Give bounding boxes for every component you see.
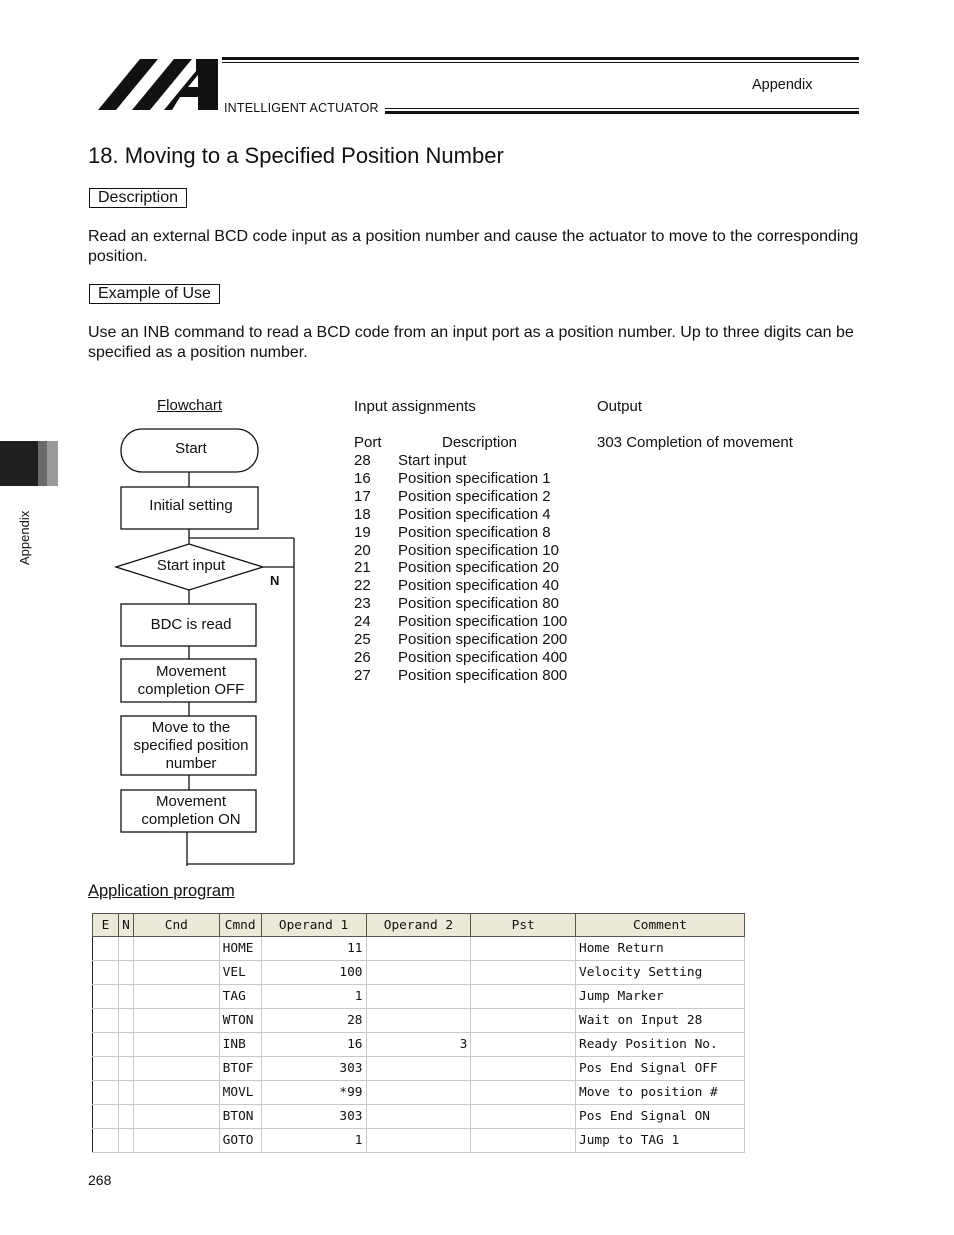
program-grid	[92, 913, 745, 1153]
table-row[interactable]	[93, 1033, 745, 1057]
description-text: Read an external BCD code input as a position number and cause the actuator to move to the corresponding position.	[88, 228, 859, 265]
cell-col-cnd[interactable]	[133, 1009, 219, 1033]
cell-col-comment[interactable]: Pos End Signal OFF	[576, 1057, 745, 1081]
cell-col-operand1[interactable]: 1	[261, 985, 366, 1009]
iai-logo	[96, 57, 220, 111]
flowchart-initial-text: Initial setting	[149, 497, 233, 514]
cell-col-e[interactable]	[93, 1057, 119, 1081]
cell-col-n[interactable]	[118, 1129, 133, 1153]
cell-col-operand1[interactable]: 303	[261, 1105, 366, 1129]
cell-col-pst[interactable]	[471, 1129, 576, 1153]
cell-col-e[interactable]	[93, 1081, 119, 1105]
cell-col-pst[interactable]	[471, 1105, 576, 1129]
cell-col-pst[interactable]	[471, 961, 576, 985]
flowchart-decision-text: Start input	[156, 557, 226, 574]
header-col-pst[interactable]: Pst	[471, 914, 576, 937]
flowchart-mc-on-text-2: completion ON	[141, 811, 241, 828]
side-tab-marker	[0, 441, 58, 486]
flowchart-mc-on-text-1: Movement	[155, 793, 227, 810]
input-description: Position specification 1	[398, 469, 551, 487]
input-port: 24	[354, 613, 371, 631]
cell-col-operand2[interactable]	[366, 1129, 471, 1153]
inputs-col-desc: Description	[442, 434, 518, 451]
cell-col-e[interactable]	[93, 1129, 119, 1153]
header-rule-top-thin	[222, 62, 859, 63]
cell-col-n[interactable]	[118, 1105, 133, 1129]
cell-col-comment[interactable]: Pos End Signal ON	[576, 1105, 745, 1129]
table-row[interactable]	[93, 1057, 745, 1081]
input-description: Position specification 4	[398, 505, 551, 523]
flowchart-bdc-text: BDC is read	[150, 616, 232, 633]
cell-col-operand2[interactable]	[366, 1081, 471, 1105]
input-port: 22	[354, 577, 371, 595]
header-rule-bottom	[385, 108, 859, 109]
header-col-comment[interactable]: Comment	[576, 914, 745, 937]
page-title: 18. Moving to a Specified Position Number	[88, 143, 504, 168]
cell-col-e[interactable]	[93, 1105, 119, 1129]
cell-col-n[interactable]	[118, 1033, 133, 1057]
inputs-col-port: Port	[354, 434, 382, 451]
cell-col-e[interactable]	[93, 961, 119, 985]
cell-col-cnd[interactable]	[133, 1081, 219, 1105]
cell-col-comment[interactable]: Move to position #	[576, 1081, 745, 1105]
header-col-cmnd[interactable]: Cmnd	[219, 914, 261, 937]
flowchart-move-text-1: Move to the	[151, 719, 231, 736]
output-row: 303 Completion of movement	[597, 434, 793, 451]
flowchart-no-label: N	[270, 573, 280, 588]
cell-col-e[interactable]	[93, 1009, 119, 1033]
input-port: 17	[354, 487, 371, 505]
cell-col-cnd[interactable]	[133, 1105, 219, 1129]
input-port: 25	[354, 631, 371, 648]
cell-col-comment[interactable]: Home Return	[576, 937, 745, 961]
table-row[interactable]	[93, 937, 745, 961]
cell-col-comment[interactable]: Ready Position No.	[576, 1033, 745, 1057]
cell-col-cmnd[interactable]: BTOF	[219, 1057, 261, 1081]
description-label: Description	[89, 188, 187, 208]
header-col-operand2[interactable]: Operand 2	[366, 914, 471, 937]
cell-col-cmnd[interactable]: INB	[219, 1033, 261, 1057]
header-section: Appendix	[752, 77, 813, 93]
cell-col-operand2[interactable]: 3	[366, 1033, 471, 1057]
input-description: Position specification 10	[398, 541, 559, 559]
flowchart-move-text-3: number	[165, 755, 217, 772]
table-row[interactable]	[93, 1009, 745, 1033]
table-row[interactable]	[93, 961, 745, 985]
input-port: 18	[354, 505, 371, 523]
cell-col-pst[interactable]	[471, 1081, 576, 1105]
input-description: Position specification 2	[398, 487, 551, 505]
cell-col-operand2[interactable]	[366, 1105, 471, 1129]
cell-col-operand2[interactable]	[366, 985, 471, 1009]
flowchart-start-text: Start	[175, 440, 207, 457]
cell-col-cmnd[interactable]: MOVL	[219, 1081, 261, 1105]
input-port: 21	[354, 559, 371, 577]
input-description: Position specification 800	[398, 666, 568, 684]
cell-col-comment[interactable]: Jump Marker	[576, 985, 745, 1009]
header-col-n[interactable]: N	[118, 914, 133, 937]
input-port: 28	[354, 452, 371, 469]
input-description: Position specification 40	[398, 577, 559, 595]
input-port: 19	[354, 523, 371, 541]
cell-col-cnd[interactable]	[133, 1033, 219, 1057]
input-port: 26	[354, 648, 371, 666]
cell-col-pst[interactable]	[471, 937, 576, 961]
cell-col-pst[interactable]	[471, 1033, 576, 1057]
cell-col-operand1[interactable]: 100	[261, 961, 366, 985]
cell-col-cnd[interactable]	[133, 985, 219, 1009]
cell-col-pst[interactable]	[471, 1009, 576, 1033]
header-rule-top	[222, 57, 859, 60]
page-number: 268	[88, 1172, 112, 1188]
cell-col-pst[interactable]	[471, 985, 576, 1009]
program-header-row	[93, 914, 745, 937]
cell-col-n[interactable]	[118, 1057, 133, 1081]
input-port: 23	[354, 595, 371, 613]
cell-col-operand1[interactable]: 16	[261, 1033, 366, 1057]
input-description: Position specification 400	[398, 648, 568, 666]
program-table	[92, 913, 745, 1153]
output-title: Output	[597, 398, 643, 415]
cell-col-cmnd[interactable]: BTON	[219, 1105, 261, 1129]
cell-col-n[interactable]	[118, 1009, 133, 1033]
cell-col-operand2[interactable]	[366, 1057, 471, 1081]
cell-col-n[interactable]	[118, 937, 133, 961]
cell-col-n[interactable]	[118, 961, 133, 985]
table-row[interactable]	[93, 985, 745, 1009]
brand-name: INTELLIGENT ACTUATOR	[224, 101, 379, 115]
input-port: 20	[354, 541, 371, 559]
cell-col-cmnd[interactable]: WTON	[219, 1009, 261, 1033]
example-label: Example of Use	[89, 284, 220, 304]
cell-col-operand1[interactable]: *99	[261, 1081, 366, 1105]
cell-col-n[interactable]	[118, 985, 133, 1009]
cell-col-cnd[interactable]	[133, 1129, 219, 1153]
input-description: Start input	[398, 452, 467, 469]
cell-col-operand2[interactable]	[366, 1009, 471, 1033]
flowchart-mc-off-text-2: completion OFF	[137, 681, 245, 698]
input-description: Position specification 20	[398, 559, 559, 577]
cell-col-cnd[interactable]	[133, 1057, 219, 1081]
input-port: 16	[354, 469, 371, 487]
cell-col-comment[interactable]: Wait on Input 28	[576, 1009, 745, 1033]
side-tab-label: Appendix	[17, 510, 32, 565]
cell-col-cmnd[interactable]: HOME	[219, 937, 261, 961]
inputs-title: Input assignments	[354, 398, 476, 415]
table-row[interactable]	[93, 1105, 745, 1129]
cell-col-cnd[interactable]	[133, 937, 219, 961]
input-description: Position specification 80	[398, 595, 559, 613]
input-description: Position specification 100	[398, 613, 568, 631]
flowchart-mc-off-text-1: Movement	[155, 663, 227, 680]
cell-col-operand1[interactable]: 28	[261, 1009, 366, 1033]
header-col-cnd[interactable]: Cnd	[133, 914, 219, 937]
header-col-e[interactable]: E	[93, 914, 119, 937]
cell-col-e[interactable]	[93, 1033, 119, 1057]
table-row[interactable]	[93, 1129, 745, 1153]
cell-col-comment[interactable]: Velocity Setting	[576, 961, 745, 985]
header-col-operand1[interactable]: Operand 1	[261, 914, 366, 937]
cell-col-cnd[interactable]	[133, 961, 219, 985]
input-description: Position specification 8	[398, 523, 551, 541]
example-text: Use an INB command to read a BCD code from an input port as a position number. Up to three digits can be specified as a position number.	[88, 324, 854, 361]
cell-col-comment[interactable]: Jump to TAG 1	[576, 1129, 745, 1153]
cell-col-e[interactable]	[93, 937, 119, 961]
application-title: Application program	[88, 882, 235, 900]
cell-col-cmnd[interactable]: GOTO	[219, 1129, 261, 1153]
cell-col-operand1[interactable]: 303	[261, 1057, 366, 1081]
cell-col-operand2[interactable]	[366, 937, 471, 961]
input-description: Position specification 200	[398, 631, 568, 648]
cell-col-e[interactable]	[93, 985, 119, 1009]
table-row[interactable]	[93, 1081, 745, 1105]
cell-col-operand2[interactable]	[366, 961, 471, 985]
flowchart-diagram	[110, 420, 310, 870]
cell-col-operand1[interactable]: 1	[261, 1129, 366, 1153]
header-rule-bottom-thick	[385, 111, 859, 114]
cell-col-cmnd[interactable]: TAG	[219, 985, 261, 1009]
cell-col-cmnd[interactable]: VEL	[219, 961, 261, 985]
flowchart-title: Flowchart	[157, 397, 223, 414]
cell-col-operand1[interactable]: 11	[261, 937, 366, 961]
cell-col-pst[interactable]	[471, 1057, 576, 1081]
flowchart-move-text-2: specified position	[133, 737, 249, 754]
cell-col-n[interactable]	[118, 1081, 133, 1105]
input-port: 27	[354, 666, 371, 684]
